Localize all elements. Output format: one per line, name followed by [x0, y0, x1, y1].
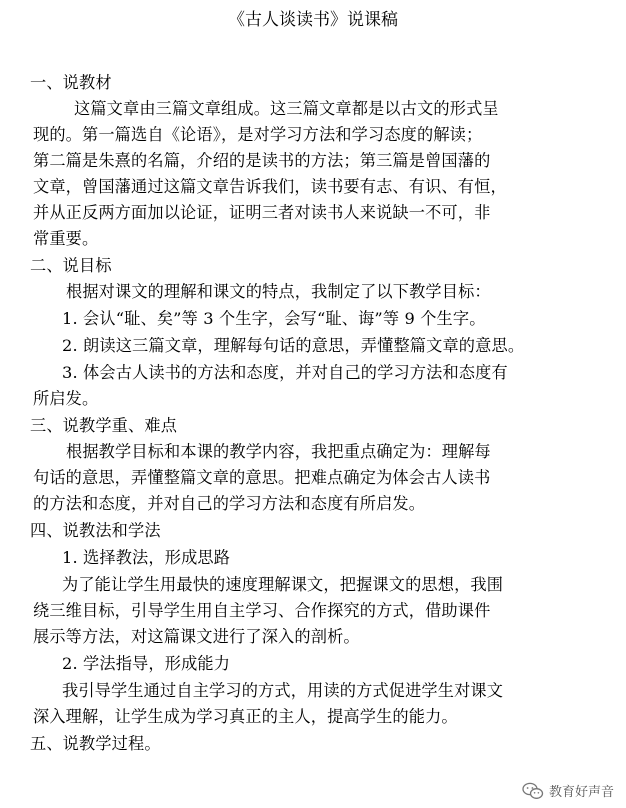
document-title: 《古人谈读书》说课稿: [228, 10, 398, 30]
list-item-objective-2: 2. 朗读这三篇文章，理解每句话的意思，弄懂整篇文章的意思。: [62, 336, 525, 355]
section-heading-teaching-process: 五、说教学过程。: [30, 734, 161, 753]
section-heading-key-points: 三、说教学重、难点: [30, 416, 178, 435]
wechat-icon: [522, 782, 544, 800]
section-heading-teaching-material: 一、说教材: [30, 73, 112, 92]
paragraph-line: 绕三维目标，引导学生用自主学习、合作探究的方式，借助课件: [33, 601, 491, 620]
section-heading-objectives: 二、说目标: [30, 256, 112, 275]
paragraph-line: 现的。第一篇选自《论语》，是对学习方法和学习态度的解读；: [33, 125, 483, 144]
paragraph-line: 文章，曾国藩通过这篇文章告诉我们，读书要有志、有识、有恒，: [33, 177, 507, 196]
section-heading-methods: 四、说教法和学法: [30, 521, 161, 540]
paragraph-line: 根据教学目标和本课的教学内容，我把重点确定为：理解每: [66, 442, 491, 461]
subheading-learning-method: 2. 学法指导，形成能力: [62, 654, 231, 673]
paragraph-line: 展示等方法，对这篇课文进行了深入的剖析。: [33, 627, 360, 646]
list-item-objective-1: 1. 会认“耻、矣”等 3 个生字，会写“耻、诲”等 9 个生字。: [62, 309, 486, 328]
watermark: [522, 781, 614, 800]
paragraph-line: 第二篇是朱熹的名篇，介绍的是读书的方法；第三篇是曾国藩的: [33, 151, 491, 170]
paragraph-line: 我引导学生通过自主学习的方式，用读的方式促进学生对课文: [62, 681, 504, 700]
paragraph-line: 句话的意思，弄懂整篇文章的意思。把难点确定为体会古人读书: [33, 468, 491, 487]
paragraph-line: 所启发。: [33, 389, 99, 408]
paragraph-line: 这篇文章由三篇文章组成。这三篇文章都是以古文的形式呈: [74, 99, 499, 118]
subheading-teaching-method: 1. 选择教法，形成思路: [62, 548, 231, 567]
watermark-text: 教育好声音: [548, 785, 614, 800]
paragraph-line: 常重要。: [33, 229, 99, 248]
list-item-objective-3: 3. 体会古人读书的方法和态度，并对自己的学习方法和态度有: [62, 363, 508, 382]
paragraph-line: 的方法和态度，并对自己的学习方法和态度有所启发。: [33, 494, 426, 513]
paragraph-line: 根据对课文的理解和课文的特点，我制定了以下教学目标：: [66, 282, 491, 301]
paragraph-line: 深入理解，让学生成为学习真正的主人，提高学生的能力。: [33, 707, 458, 726]
paragraph-line: 为了能让学生用最快的速度理解课文，把握课文的思想，我围: [62, 575, 504, 594]
paragraph-line: 并从正反两方面加以论证，证明三者对读书人来说缺一不可，非: [33, 203, 491, 222]
